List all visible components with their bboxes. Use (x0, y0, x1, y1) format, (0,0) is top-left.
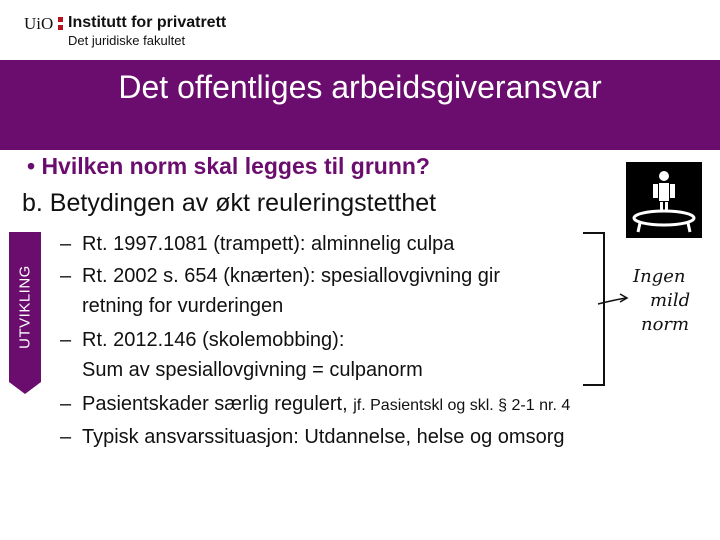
note-line-3: norm (641, 314, 690, 335)
side-label-text: UTVIKLING (16, 265, 34, 349)
list-item-text: Rt. 2002 s. 654 (knærten): spesiallovgivning gir (82, 265, 500, 287)
faculty-name: Det juridiske fakultet (68, 33, 186, 48)
list-item (60, 265, 500, 288)
dash-marker: – (60, 233, 72, 255)
list-item-text: Pasientskader særlig regulert, (82, 393, 354, 415)
list-item (60, 329, 345, 352)
list-item-text: retning for vurderingen (82, 295, 284, 317)
dash-marker: – (60, 393, 72, 415)
note-line-1: Ingen (633, 266, 686, 287)
list-item-text: Typisk ansvarssituasjon: Utdannelse, helse og omsorg (82, 426, 565, 448)
institute-name: Institutt for privatrett (68, 14, 227, 31)
note-line-2: mild (650, 290, 691, 311)
list-item-text: Rt. 1997.1081 (trampett): alminnelig culpa (82, 233, 455, 255)
slide-title: Det offentliges arbeidsgiveransvar (118, 69, 602, 105)
list-item (60, 426, 565, 449)
list-item-text: Sum av spesiallovgivning = culpanorm (82, 359, 423, 381)
list-item-text: Rt. 2012.146 (skolemobbing): (82, 329, 345, 351)
dash-marker: – (60, 265, 72, 287)
sub-heading: b. Betydingen av økt reuleringstetthet (22, 189, 437, 217)
bullet-heading: • Hvilken norm skal legges til grunn? (27, 153, 430, 179)
trampoline-pictogram-icon (626, 162, 702, 238)
side-label-arrow (9, 232, 41, 382)
list-item-reference: jf. Pasientskl og skl. § 2-1 nr. 4 (353, 397, 571, 414)
list-item-continuation (82, 295, 283, 318)
dash-marker: – (60, 426, 72, 448)
logo-mark-icon (58, 17, 64, 31)
arrow-icon (596, 290, 636, 314)
list-item (60, 393, 571, 416)
list-item (60, 233, 455, 256)
dash-marker: – (60, 329, 72, 351)
logo-uio-text: UiO (24, 14, 54, 33)
down-arrow-icon (9, 382, 41, 394)
list-item-continuation (82, 359, 423, 382)
